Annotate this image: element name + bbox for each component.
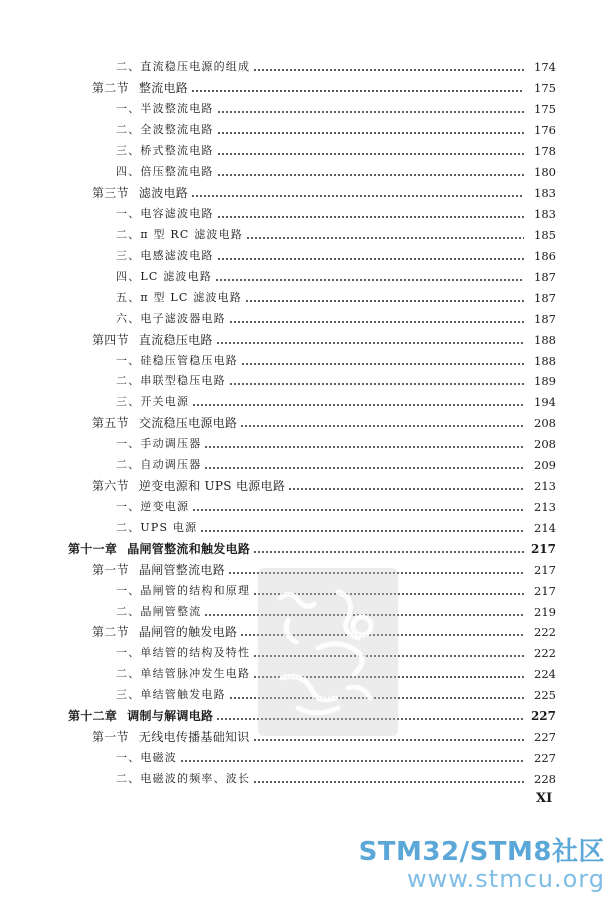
toc-entry-item — [116, 745, 556, 765]
toc-entry-label: 第四节 — [92, 333, 129, 347]
toc-entry-page: 208 — [534, 437, 556, 451]
toc-entry-item — [116, 431, 556, 451]
toc-entry-item — [116, 264, 556, 284]
toc-leader-dots — [240, 425, 524, 427]
toc-entry-title: 调制与解调电路 — [127, 709, 214, 723]
toc-leader-dots — [180, 760, 524, 762]
toc-entry-title: 逆变电源和 UPS 电源电路 — [138, 479, 286, 493]
toc-entry-item — [116, 348, 556, 368]
library-stamp-watermark — [258, 568, 398, 736]
toc-entry-label: 一、半波整流电路 — [116, 102, 214, 115]
toc-entry-page: 187 — [534, 270, 556, 284]
toc-entry-page: 186 — [534, 249, 556, 263]
toc-entry-page: 228 — [534, 772, 556, 786]
page-folio: XI — [536, 791, 553, 806]
toc-entry-label: 第一节 — [92, 563, 129, 577]
toc-entry-label: 三、单结管触发电路 — [116, 688, 226, 701]
toc-entry-item — [116, 766, 556, 786]
toc-entry-title: 交流稳压电源电路 — [138, 416, 238, 430]
toc-leader-dots — [253, 69, 524, 71]
toc-entry-label: 一、电磁波 — [116, 751, 177, 764]
toc-leader-dots — [191, 195, 524, 197]
toc-entry-chapter — [68, 536, 556, 556]
toc-entry-page: 217 — [534, 563, 556, 577]
toc-entry-page: 188 — [534, 333, 556, 347]
toc-entry-label: 第十二章 — [68, 709, 118, 723]
toc-leader-dots — [253, 781, 524, 783]
watermark-line1: STM32/STM8社区 — [358, 837, 605, 867]
toc-entry-label: 六、电子滤波器电路 — [116, 312, 226, 325]
toc-entry-section — [92, 327, 556, 347]
toc-entry-page: 174 — [534, 60, 556, 74]
toc-entry-item — [116, 452, 556, 472]
toc-entry-item — [116, 494, 556, 514]
toc-entry-label: 三、电感滤波电路 — [116, 249, 214, 262]
toc-entry-label: 二、UPS 电源 — [116, 521, 198, 534]
toc-leader-dots — [246, 237, 524, 239]
toc-leader-dots — [245, 300, 524, 302]
toc-entry-page: 214 — [534, 521, 556, 535]
toc-entry-page: 175 — [534, 81, 556, 95]
toc-entry-page: 227 — [530, 709, 556, 723]
toc-entry-section — [92, 473, 556, 493]
toc-entry-title: 整流电路 — [138, 81, 189, 95]
toc-entry-page: 224 — [534, 667, 556, 681]
toc-leader-dots — [192, 404, 524, 406]
toc-entry-page: 222 — [534, 625, 556, 639]
toc-entry-item — [116, 96, 556, 116]
toc-entry-page: 176 — [534, 123, 556, 137]
toc-entry-title: 晶闸管的触发电路 — [138, 625, 238, 639]
toc-entry-page: 217 — [534, 584, 556, 598]
toc-entry-label: 一、逆变电源 — [116, 500, 190, 513]
toc-entry-page: 208 — [534, 416, 556, 430]
toc-leader-dots — [241, 363, 524, 365]
toc-entry-label: 二、全波整流电路 — [116, 123, 214, 136]
toc-entry-section — [92, 75, 556, 95]
toc-entry-item — [116, 389, 556, 409]
toc-entry-page: 194 — [534, 395, 556, 409]
toc-entry-item — [116, 515, 556, 535]
toc-entry-item — [116, 368, 556, 388]
toc-entry-title: 无线电传播基础知识 — [138, 730, 250, 744]
toc-entry-item — [116, 138, 556, 158]
toc-entry-section — [92, 180, 556, 200]
toc-entry-title: 晶闸管整流和触发电路 — [127, 542, 251, 556]
toc-entry-title: 直流稳压电路 — [138, 333, 213, 347]
toc-leader-dots — [216, 342, 524, 344]
toc-entry-item — [116, 285, 556, 305]
toc-entry-label: 一、手动调压器 — [116, 437, 202, 450]
toc-leader-dots — [217, 216, 524, 218]
toc-entry-label: 一、硅稳压管稳压电路 — [116, 354, 238, 367]
toc-entry-label: 第十一章 — [68, 542, 118, 556]
toc-entry-label: 第一节 — [92, 730, 129, 744]
toc-leader-dots — [217, 258, 524, 260]
toc-entry-page: 217 — [530, 542, 556, 556]
toc-entry-page: 189 — [534, 374, 556, 388]
toc-entry-label: 四、LC 滤波电路 — [116, 270, 213, 283]
toc-entry-section — [92, 410, 556, 430]
toc-leader-dots — [253, 551, 524, 553]
toc-entry-item — [116, 117, 556, 137]
toc-entry-page: 180 — [534, 165, 556, 179]
toc-entry-page: 227 — [534, 751, 556, 765]
toc-entry-page: 187 — [534, 291, 556, 305]
toc-entry-page: 175 — [534, 102, 556, 116]
watermark-line2: www.stmcu.org — [406, 865, 605, 893]
toc-leader-dots — [192, 509, 524, 511]
toc-entry-label: 五、π 型 LC 滤波电路 — [116, 291, 243, 304]
toc-entry-page: 219 — [534, 605, 556, 619]
toc-leader-dots — [229, 321, 524, 323]
toc-entry-page: 188 — [534, 354, 556, 368]
toc-entry-item — [116, 306, 556, 326]
toc-entry-label: 一、晶闸管的结构和原理 — [116, 584, 251, 597]
toc-leader-dots — [217, 174, 524, 176]
toc-entry-label: 四、倍压整流电路 — [116, 165, 214, 178]
toc-entry-label: 三、开关电源 — [116, 395, 190, 408]
toc-leader-dots — [204, 467, 524, 469]
toc-entry-label: 二、电磁波的频率、波长 — [116, 772, 251, 785]
toc-entry-label: 二、自动调压器 — [116, 458, 202, 471]
toc-entry-page: 213 — [534, 479, 556, 493]
toc-entry-item — [116, 222, 556, 242]
toc-entry-page: 209 — [534, 458, 556, 472]
toc-leader-dots — [215, 279, 524, 281]
toc-entry-item — [116, 201, 556, 221]
toc-entry-label: 一、电容滤波电路 — [116, 207, 214, 220]
toc-entry-label: 第三节 — [92, 186, 129, 200]
toc-entry-page: 187 — [534, 312, 556, 326]
toc-entry-label: 一、单结管的结构及特性 — [116, 646, 251, 659]
toc-entry-page: 227 — [534, 730, 556, 744]
site-watermark — [359, 838, 605, 892]
toc-leader-dots — [204, 446, 524, 448]
seal-icon — [258, 568, 398, 736]
toc-entry-page: 185 — [534, 228, 556, 242]
toc-entry-label: 第六节 — [92, 479, 129, 493]
toc-entry-title: 滤波电路 — [138, 186, 189, 200]
toc-leader-dots — [191, 90, 524, 92]
toc-entry-label: 二、直流稳压电源的组成 — [116, 60, 251, 73]
toc-entry-label: 第五节 — [92, 416, 129, 430]
toc-entry-page: 183 — [534, 207, 556, 221]
toc-entry-label: 第二节 — [92, 625, 129, 639]
toc-entry-page: 178 — [534, 144, 556, 158]
toc-entry-item — [116, 159, 556, 179]
toc-leader-dots — [253, 739, 524, 741]
toc-leader-dots — [217, 153, 524, 155]
toc-entry-label: 二、单结管脉冲发生电路 — [116, 667, 251, 680]
toc-entry-label: 二、串联型稳压电路 — [116, 374, 226, 387]
toc-entry-page: 225 — [534, 688, 556, 702]
toc-entry-label: 二、π 型 RC 滤波电路 — [116, 228, 244, 241]
toc-entry-label: 三、桥式整流电路 — [116, 144, 214, 157]
toc-leader-dots — [229, 383, 524, 385]
toc-entry-title: 晶闸管整流电路 — [138, 563, 226, 577]
toc-entry-item — [116, 243, 556, 263]
toc-entry-item — [116, 54, 556, 74]
toc-leader-dots — [200, 530, 524, 532]
toc-leader-dots — [288, 488, 524, 490]
toc-entry-label: 第二节 — [92, 81, 129, 95]
toc-entry-page: 222 — [534, 646, 556, 660]
toc-leader-dots — [217, 132, 524, 134]
toc-leader-dots — [217, 111, 524, 113]
toc-entry-page: 183 — [534, 186, 556, 200]
toc-entry-page: 213 — [534, 500, 556, 514]
toc-entry-label: 二、晶闸管整流 — [116, 605, 202, 618]
